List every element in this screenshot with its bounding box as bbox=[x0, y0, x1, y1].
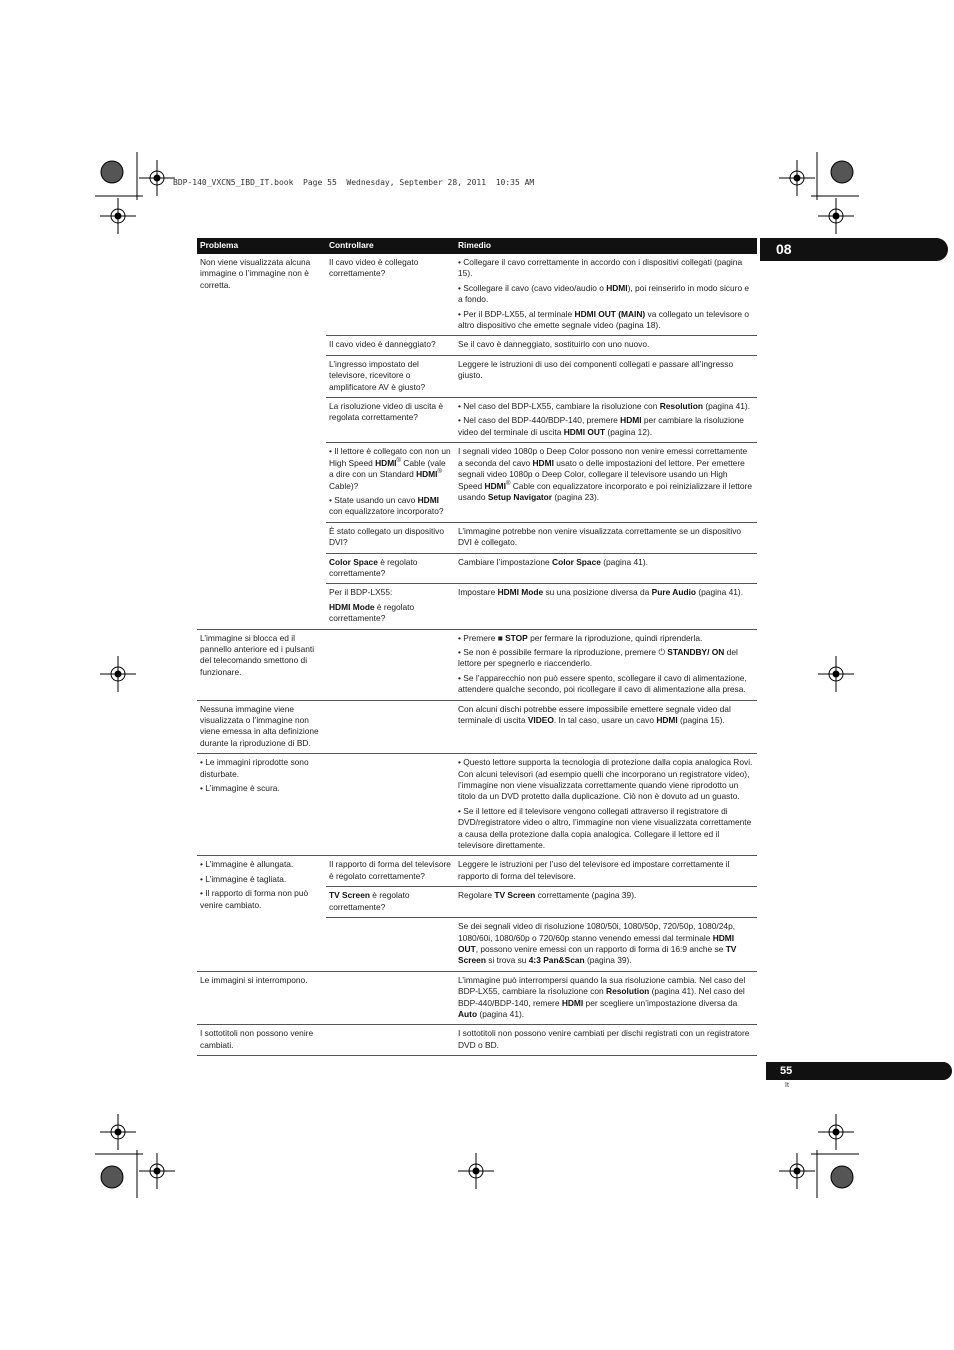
remedy-cell bbox=[455, 443, 757, 522]
check-text: L’ingresso impostato del televisore, ricevitore o amplificatore AV è giusto? bbox=[329, 358, 426, 392]
crosshair-mark bbox=[111, 1125, 125, 1139]
check-cell bbox=[326, 254, 455, 336]
crosshair-mark bbox=[790, 171, 804, 185]
check-text: La risoluzione video di uscita è regolata correttamente? bbox=[329, 401, 444, 423]
problem-text: • L’immagine è tagliata. bbox=[200, 873, 287, 884]
crosshair-mark bbox=[111, 209, 125, 223]
remedy-text: Regolare TV Screen correttamente (pagina 39). bbox=[458, 890, 637, 901]
problem-cell bbox=[197, 1025, 326, 1056]
remedy-text: • Se il lettore ed il televisore vengono collegati attraverso il registratore di DVD/registratore video o altro, l’immagine non viene visualizzata correttamente a causa della protezione dalla copia analogica. Collegare il lettore ed il televisore direttamente. bbox=[458, 805, 752, 851]
check-cell bbox=[326, 1025, 455, 1056]
troubleshooting-table bbox=[197, 238, 757, 1056]
remedy-cell bbox=[455, 522, 757, 553]
remedy-text: Impostare HDMI Mode su una posizione diversa da Pure Audio (pagina 41). bbox=[458, 587, 744, 598]
remedy-cell bbox=[455, 355, 757, 397]
crosshair-mark bbox=[150, 171, 164, 185]
problem-cell bbox=[197, 254, 326, 629]
table-row bbox=[197, 254, 757, 336]
remedy-text: • Questo lettore supporta la tecnologia di protezione dalla copia analogica Rovi. Con alcuni televisori (ad esempio quelli che incorporano un registratore video), l’immagine non viene visualizzata correttamente quando viene riprodotto un titolo da un DVD protetto dalla duplicazione. Ciò non è dovuto ad un guasto. bbox=[458, 757, 753, 802]
color-target-mark bbox=[831, 161, 853, 183]
table-row bbox=[197, 629, 757, 700]
check-cell bbox=[326, 856, 455, 887]
check-cell bbox=[326, 754, 455, 856]
header-check: Controllare bbox=[326, 238, 455, 254]
remedy-cell bbox=[455, 1025, 757, 1056]
remedy-text: • Collegare il cavo correttamente in accordo con i dispositivi collegati (pagina 15). bbox=[458, 257, 743, 279]
remedy-text: • Per il BDP-LX55, al terminale HDMI OUT (MAIN) va collegato un televisore o altro dispositivo che emette segnale video (pagina 18). bbox=[458, 308, 750, 331]
remedy-cell bbox=[455, 887, 757, 918]
table-row bbox=[197, 856, 757, 887]
remedy-text: • Nel caso del BDP-LX55, cambiare la risoluzione con Resolution (pagina 41). bbox=[458, 401, 751, 412]
crosshair-mark bbox=[829, 667, 843, 681]
check-cell bbox=[326, 918, 455, 972]
problem-text: • L’immagine è scura. bbox=[200, 783, 280, 794]
crosshair-mark bbox=[790, 1164, 804, 1178]
check-cell bbox=[326, 336, 455, 355]
remedy-cell bbox=[455, 971, 757, 1025]
check-text: TV Screen è regolato correttamente? bbox=[329, 890, 410, 912]
remedy-cell bbox=[455, 629, 757, 700]
color-target-mark bbox=[101, 161, 123, 183]
problem-text: L’immagine si blocca ed il pannello anteriore ed i pulsanti del telecomando smettono di funzionare. bbox=[200, 632, 315, 677]
header-problem: Problema bbox=[197, 238, 326, 254]
language-code: It bbox=[785, 1082, 789, 1089]
problem-cell bbox=[197, 629, 326, 700]
crosshair-mark bbox=[829, 209, 843, 223]
problem-text: • L’immagine è allungata. bbox=[200, 859, 294, 870]
check-text: Il cavo video è danneggiato? bbox=[329, 339, 436, 350]
remedy-text: Se il cavo è danneggiato, sostituirlo con uno nuovo. bbox=[458, 339, 650, 350]
check-text: Color Space è regolato correttamente? bbox=[329, 556, 418, 578]
check-text: Il rapporto di forma del televisore è regolato correttamente? bbox=[329, 859, 451, 881]
check-cell bbox=[326, 553, 455, 584]
check-cell bbox=[326, 887, 455, 918]
remedy-text: • Se non è possibile fermare la riproduzione, premere ⏻ STANDBY/ ON del lettore per spegnerlo e riaccenderlo. bbox=[458, 646, 738, 669]
remedy-text: Cambiare l’impostazione Color Space (pagina 41). bbox=[458, 556, 648, 567]
table-row bbox=[197, 700, 757, 754]
problem-text: Non viene visualizzata alcuna immagine o l’immagine non è corretta. bbox=[200, 257, 311, 290]
remedy-cell bbox=[455, 754, 757, 856]
color-target-mark bbox=[831, 1166, 853, 1188]
remedy-text: L’immagine potrebbe non venire visualizzata correttamente se un dispositivo DVI è collegato. bbox=[458, 525, 742, 548]
crosshair-mark bbox=[829, 1125, 843, 1139]
table-row bbox=[197, 971, 757, 1025]
remedy-text: • Nel caso del BDP-440/BDP-140, premere HDMI per cambiare la risoluzione video del terminale di uscita HDMI OUT (pagina 12). bbox=[458, 415, 744, 437]
remedy-text: Con alcuni dischi potrebbe essere impossibile emettere segnale video dal terminale di uscita VIDEO. In tal caso, usare un cavo HDMI (pagina 15). bbox=[458, 703, 731, 725]
remedy-text: • Premere ■ STOP per fermare la riproduzione, quindi riprenderla. bbox=[458, 632, 703, 643]
remedy-cell bbox=[455, 856, 757, 887]
check-cell bbox=[326, 629, 455, 700]
table-row bbox=[197, 1025, 757, 1056]
remedy-cell bbox=[455, 918, 757, 972]
remedy-text: L’immagine può interrompersi quando la sua risoluzione cambia. Nel caso del BDP-LX55, cambiare la risoluzione con Resolution (pagina 41). Nel caso del BDP-440/BDP-140, remere HDMI per scegliere un’impostazione diversa da Auto (pagina 41). bbox=[458, 974, 746, 1019]
remedy-cell bbox=[455, 553, 757, 584]
check-cell bbox=[326, 355, 455, 397]
check-text: HDMI Mode è regolato correttamente? bbox=[329, 601, 415, 624]
check-cell bbox=[326, 398, 455, 443]
check-text: Il cavo video è collegato correttamente? bbox=[329, 257, 419, 279]
problem-text: • Il rapporto di forma non può venire cambiato. bbox=[200, 888, 309, 910]
problem-cell bbox=[197, 971, 326, 1025]
check-cell bbox=[326, 700, 455, 754]
crosshair-mark bbox=[111, 667, 125, 681]
problem-text: I sottotitoli non possono venire cambiati. bbox=[200, 1028, 314, 1050]
problem-text: Le immagini si interrompono. bbox=[200, 974, 308, 985]
page-number-tab: 55 bbox=[766, 1062, 952, 1080]
table-row bbox=[197, 754, 757, 856]
table-header-row bbox=[197, 238, 757, 254]
problem-cell bbox=[197, 754, 326, 856]
check-text: Per il BDP-LX55: bbox=[329, 587, 393, 598]
remedy-cell bbox=[455, 336, 757, 355]
remedy-text: Se dei segnali video di risoluzione 1080/50i, 1080/50p, 720/50p, 1080/24p, 1080/60i, 1080/60p o 720/60p stanno venendo emessi dal terminale HDMI OUT, possono venire emessi con un rapporto di forma di 16:9 anche se TV Screen si trova su 4:3 Pan&Scan (pagina 39). bbox=[458, 921, 737, 966]
check-text: • Il lettore è collegato con non un High Speed HDMI® Cable (vale a dire con un Standard HDMI® Cable)? bbox=[329, 446, 451, 491]
color-target-mark bbox=[101, 1166, 123, 1188]
crosshair-mark bbox=[469, 1164, 483, 1178]
remedy-cell bbox=[455, 254, 757, 336]
book-header-line: BDP-140_VXCN5_IBD_IT.book Page 55 Wednesday, September 28, 2011 10:35 AM bbox=[173, 178, 535, 187]
check-text: È stato collegato un dispositivo DVI? bbox=[329, 525, 444, 548]
remedy-text: • Se l’apparecchio non può essere spento, scollegare il cavo di alimentazione, attendere qualche secondo, poi ricollegare il cavo di alimentazione alla presa. bbox=[458, 672, 747, 695]
remedy-cell bbox=[455, 700, 757, 754]
remedy-text: Leggere le istruzioni per l’uso del televisore ed impostare correttamente il rapporto di forma del televisore. bbox=[458, 859, 730, 881]
header-remedy: Rimedio bbox=[455, 238, 757, 254]
remedy-text: Leggere le istruzioni di uso dei componenti collegati e passare all’ingresso giusto. bbox=[458, 358, 734, 381]
remedy-text: • Scollegare il cavo (cavo video/audio o HDMI), poi reinserirlo in modo sicuro e a fondo. bbox=[458, 282, 750, 305]
crosshair-mark bbox=[150, 1164, 164, 1178]
remedy-text: I segnali video 1080p o Deep Color possono non venire emessi correttamente a seconda del cavo HDMI usato o delle impostazioni del lettore. Per emettere segnali video 1080p o Deep Color, collegare il televisore usando un High Speed HDMI® Cable con equalizzatore incorporato e poi reinizializzare il lettore usando Setup Navigator (pagina 23). bbox=[458, 446, 752, 502]
problem-cell bbox=[197, 856, 326, 971]
remedy-cell bbox=[455, 398, 757, 443]
check-cell bbox=[326, 443, 455, 522]
problem-cell bbox=[197, 700, 326, 754]
check-cell bbox=[326, 584, 455, 629]
remedy-text: I sottotitoli non possono venire cambiati per dischi registrati con un registratore DVD o BD. bbox=[458, 1028, 750, 1050]
chapter-tab: 08 bbox=[760, 238, 948, 261]
check-cell bbox=[326, 971, 455, 1025]
check-text: • State usando un cavo HDMI con equalizzatore incorporato? bbox=[329, 494, 444, 517]
remedy-cell bbox=[455, 584, 757, 629]
check-cell bbox=[326, 522, 455, 553]
problem-text: Nessuna immagine viene visualizzata o l’immagine non viene emessa in alta definizione durante la riproduzione di BD. bbox=[200, 703, 319, 748]
problem-text: • Le immagini riprodotte sono disturbate. bbox=[200, 757, 309, 779]
